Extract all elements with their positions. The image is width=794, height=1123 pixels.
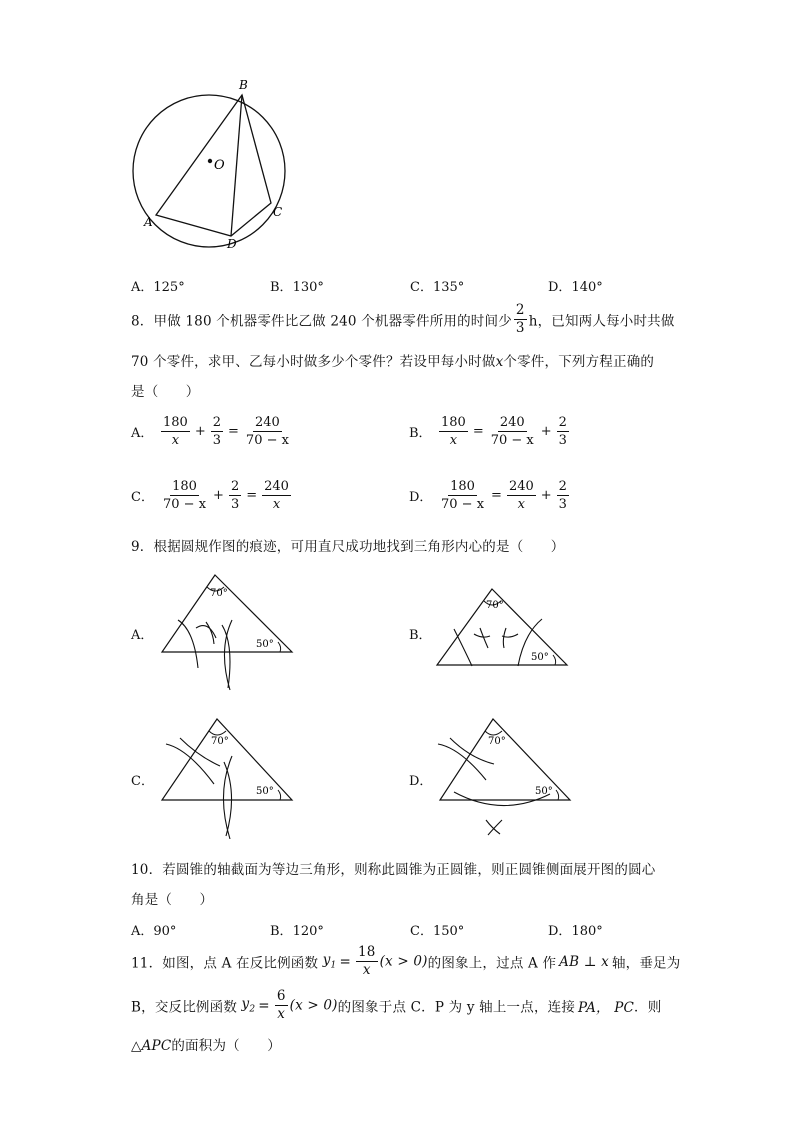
frac-num: 2 bbox=[212, 415, 222, 430]
q8-line-2 bbox=[131, 350, 654, 370]
q9-option-a-label[interactable]: A． bbox=[131, 628, 154, 643]
angle-label-70: 70° bbox=[210, 588, 228, 599]
q8-option-c[interactable] bbox=[131, 478, 293, 513]
triangle-figure-d bbox=[432, 714, 572, 839]
operator: = bbox=[228, 424, 239, 439]
option-label: C． bbox=[131, 490, 154, 505]
frac-num: 180 bbox=[450, 479, 475, 494]
operator: = bbox=[246, 488, 258, 503]
option-label: B． bbox=[270, 280, 293, 295]
option-label: A． bbox=[131, 426, 154, 441]
frac-den: 3 bbox=[558, 497, 567, 512]
q11-y1 bbox=[322, 952, 337, 971]
q9-stem bbox=[131, 535, 565, 555]
q11-text: 的图象上，过点 A 作 bbox=[427, 955, 557, 972]
q9-figure-a[interactable] bbox=[158, 570, 296, 695]
option-label: C． bbox=[410, 924, 433, 939]
q10-text: 10．若圆锥的轴截面为等边三角形，则称此圆锥为正圆锥，则正圆锥侧面展开图的圆心 bbox=[131, 862, 656, 878]
frac-num: 240 bbox=[255, 415, 280, 430]
frac-num: 180 bbox=[163, 415, 188, 430]
q8-text: 8．甲做 180 个机器零件比乙做 240 个机器零件所用的时间少 bbox=[131, 313, 512, 330]
subscript: 1 bbox=[330, 960, 337, 971]
q8-text: 是（ ） bbox=[131, 384, 200, 400]
q8-text: 个零件，下列方程正确的 bbox=[503, 354, 655, 370]
triangle-figure-a bbox=[158, 570, 296, 695]
frac-den: x bbox=[517, 497, 526, 512]
q8-option-a[interactable] bbox=[131, 414, 293, 449]
q9-option-d-label[interactable]: D． bbox=[409, 774, 433, 789]
angle-label-70: 70° bbox=[211, 736, 229, 747]
operator: + bbox=[194, 424, 206, 439]
angle-label-50: 50° bbox=[531, 652, 549, 663]
option-text: 130° bbox=[292, 280, 324, 295]
fraction bbox=[557, 414, 569, 449]
fraction bbox=[507, 478, 536, 513]
q11-text: ．则 bbox=[634, 999, 662, 1016]
q11-text: B，交反比例函数 bbox=[131, 999, 238, 1016]
frac-num: 2 bbox=[515, 302, 525, 318]
option-text: 150° bbox=[432, 924, 465, 939]
q11-condition: (x > 0) bbox=[289, 997, 338, 1014]
fraction bbox=[262, 478, 291, 513]
subscript: 2 bbox=[249, 1004, 256, 1015]
q11-text: 的图象于点 C．P 为 y 轴上一点，连接 bbox=[337, 999, 576, 1016]
frac-den: 3 bbox=[515, 320, 525, 336]
frac-num: 180 bbox=[441, 415, 466, 430]
angle-label-50: 50° bbox=[256, 786, 274, 797]
q11-line-1: 11．如图，点 A 在反比例函数 $y_1$ = $\frac{18}{x}$ (x > 0)的图象上，过点 A 作 AB ⊥ x 轴，垂足为 bbox=[131, 944, 681, 978]
frac-num: 2 bbox=[558, 415, 567, 430]
label-b: B bbox=[239, 78, 248, 92]
option-text: 135° bbox=[432, 280, 465, 295]
frac-num: 2 bbox=[230, 479, 240, 494]
frac-den: x bbox=[272, 497, 281, 512]
q8-option-d[interactable] bbox=[409, 478, 571, 513]
q11-line-3 bbox=[131, 1034, 281, 1054]
q10-line-2 bbox=[131, 888, 213, 908]
q8-option-b[interactable] bbox=[409, 414, 571, 449]
fraction bbox=[557, 478, 569, 513]
q11-text: 轴，垂足为 bbox=[611, 955, 681, 972]
q11-pa-pc: PA， PC bbox=[578, 999, 635, 1016]
q8-text: h，已知两人每小时共做 bbox=[528, 313, 675, 330]
fraction bbox=[439, 414, 468, 449]
frac-num: 240 bbox=[508, 479, 534, 494]
q10-option-c[interactable] bbox=[410, 920, 464, 939]
operator: = bbox=[472, 424, 484, 439]
option-label: D． bbox=[409, 490, 433, 505]
option-label: B． bbox=[270, 924, 293, 939]
frac-den: x bbox=[277, 1006, 286, 1022]
q8-var-x: x bbox=[495, 354, 504, 370]
var-y: y bbox=[241, 996, 250, 1013]
angle-label-70: 70° bbox=[488, 736, 506, 747]
q7-option-c[interactable] bbox=[410, 276, 464, 295]
fraction bbox=[211, 414, 223, 449]
q9-figure-b[interactable] bbox=[434, 584, 572, 670]
frac-num: 6 bbox=[276, 988, 286, 1004]
q11-text: 的面积为（ ） bbox=[171, 1038, 281, 1054]
frac-num: 18 bbox=[358, 944, 376, 960]
q11-line-2: B，交反比例函数 $y_2$ = $\frac{6}{x}$ (x > 0)的图象于点 C．P 为 y 轴上一点，连接 PA， PC．则 bbox=[131, 988, 662, 1022]
q9-text: 9．根据圆规作图的痕迹，可用直尺成功地找到三角形内心的是（ ） bbox=[131, 539, 565, 555]
option-label: A． bbox=[131, 924, 154, 939]
option-label: D． bbox=[548, 924, 572, 939]
option-label: A． bbox=[131, 280, 154, 295]
frac-den: x bbox=[362, 962, 371, 978]
q10-line-1 bbox=[131, 858, 655, 878]
angle-label-50: 50° bbox=[535, 786, 553, 797]
fraction bbox=[161, 478, 208, 513]
fraction bbox=[161, 414, 190, 449]
q10-option-b[interactable] bbox=[270, 920, 324, 939]
option-label: C． bbox=[410, 280, 433, 295]
q8-line-3 bbox=[131, 380, 200, 400]
fraction bbox=[489, 414, 536, 449]
frac-den: 70 − x bbox=[441, 497, 485, 512]
operator: + bbox=[213, 488, 224, 503]
triangle-figure-b bbox=[434, 584, 572, 670]
q10-text: 角是（ ） bbox=[131, 892, 214, 908]
frac-den: 70 − x bbox=[490, 433, 534, 448]
label-o: O bbox=[214, 158, 225, 173]
operator: = bbox=[491, 488, 502, 503]
q11-fraction-2 bbox=[275, 988, 288, 1023]
q11-y2 bbox=[241, 996, 256, 1015]
option-label: D． bbox=[548, 280, 572, 295]
frac-num: 240 bbox=[499, 415, 525, 430]
operator: + bbox=[540, 424, 552, 439]
label-d: D bbox=[227, 237, 237, 251]
option-text: 180° bbox=[571, 924, 603, 939]
frac-den: 70 − x bbox=[163, 497, 207, 512]
circle-quadrilateral-figure bbox=[128, 74, 298, 254]
option-text: 125° bbox=[153, 280, 185, 295]
q11-text: 11．如图，点 A 在反比例函数 bbox=[131, 955, 319, 972]
frac-num: 240 bbox=[264, 479, 289, 494]
frac-den: 3 bbox=[230, 497, 240, 512]
q11-fraction-1 bbox=[356, 944, 378, 979]
option-text: 140° bbox=[571, 280, 603, 295]
q9-option-c-label[interactable]: C． bbox=[131, 774, 154, 789]
q11-condition: (x > 0) bbox=[379, 953, 428, 970]
angle-label-50: 50° bbox=[256, 639, 274, 650]
q10-option-d[interactable] bbox=[548, 920, 603, 939]
center-point-o bbox=[208, 159, 212, 163]
fraction bbox=[229, 478, 241, 513]
frac-den: 3 bbox=[558, 433, 567, 448]
circle-figure-svg bbox=[128, 74, 298, 254]
q11-ab-perp: AB ⊥ x bbox=[559, 953, 609, 970]
q11-triangle-apc: △APC bbox=[131, 1038, 172, 1054]
operator: + bbox=[540, 488, 552, 503]
option-text: 90° bbox=[153, 924, 177, 939]
q7-option-d[interactable] bbox=[548, 276, 603, 295]
q8-line-1 bbox=[131, 302, 675, 337]
frac-den: 70 − x bbox=[245, 433, 289, 448]
triangle-figure-c bbox=[158, 714, 296, 839]
option-text: 120° bbox=[292, 924, 324, 939]
q9-figure-c[interactable] bbox=[158, 714, 296, 839]
q10-option-a[interactable] bbox=[131, 920, 176, 939]
frac-den: x bbox=[449, 433, 458, 448]
q7-option-a[interactable] bbox=[131, 276, 185, 295]
q9-option-b-label[interactable]: B． bbox=[409, 628, 432, 643]
frac-num: 180 bbox=[172, 479, 197, 494]
q7-option-b[interactable] bbox=[270, 276, 324, 295]
q8-text: 70 个零件，求甲、乙每小时做多少个零件？若设甲每小时做 bbox=[131, 354, 496, 370]
frac-den: 3 bbox=[212, 433, 222, 448]
angle-label-70: 70° bbox=[486, 600, 504, 611]
diagonal-bd bbox=[231, 95, 242, 236]
label-c: C bbox=[273, 205, 283, 219]
fraction bbox=[244, 414, 291, 449]
q8-fraction bbox=[514, 302, 527, 337]
option-label: B． bbox=[409, 426, 432, 441]
label-a: A bbox=[144, 215, 153, 229]
q9-figure-d[interactable] bbox=[432, 714, 572, 839]
var-y: y bbox=[322, 952, 331, 969]
fraction bbox=[439, 478, 486, 513]
frac-den: x bbox=[171, 433, 180, 448]
frac-num: 2 bbox=[558, 479, 567, 494]
